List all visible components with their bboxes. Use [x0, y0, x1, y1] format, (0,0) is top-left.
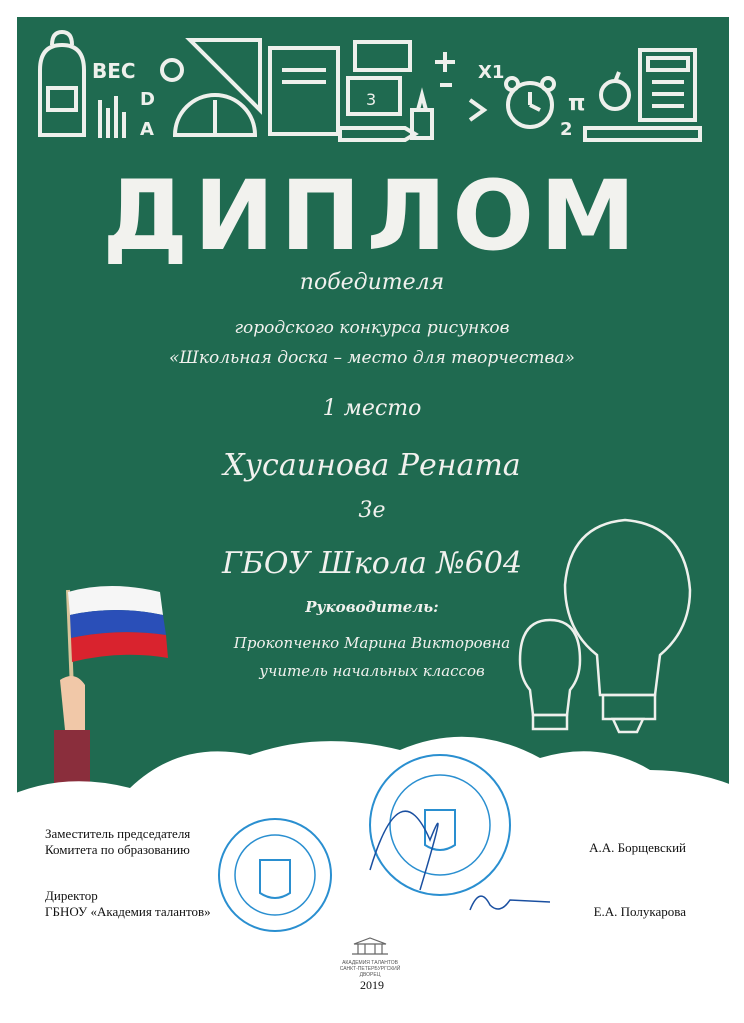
backpack-icon — [40, 32, 84, 135]
signatory-2-name: Е.А. Полукарова — [593, 904, 686, 919]
signatory-2-title — [45, 888, 211, 920]
student-name: Хусаинова Рената — [223, 448, 521, 483]
logo-line1: АКАДЕМИЯ ТАЛАНТОВ — [342, 960, 398, 966]
apple-icon — [601, 72, 629, 109]
svg-text:A: A — [140, 119, 154, 140]
academy-stamp-icon — [215, 815, 335, 935]
svg-text:D: D — [140, 89, 155, 110]
signatory-2-title-line1: Директор — [45, 888, 98, 903]
logo-line2: САНКТ-ПЕТЕРБУРГСКИЙ ДВОРЕЦ — [339, 966, 401, 978]
student-grade: 3е — [358, 498, 386, 523]
signatory-1-name: А.А. Борщевский — [589, 840, 686, 855]
signatory-1-title-line2: Комитета по образованию — [45, 842, 190, 857]
signatory-1-title — [45, 826, 190, 858]
letters-block-icon — [92, 59, 155, 140]
contest-name-line1: городского конкурса рисунков — [234, 318, 510, 338]
alarm-clock-icon — [506, 78, 554, 127]
glue-bottle-icon — [412, 95, 432, 138]
year: 2019 — [360, 978, 384, 992]
svg-text:3: 3 — [366, 90, 377, 109]
signature-icon — [460, 880, 560, 920]
svg-text:X1: X1 — [478, 62, 505, 83]
notebook-icon — [270, 48, 338, 134]
svg-text:ВЕС: ВЕС — [92, 59, 136, 83]
school-icons-border — [0, 0, 744, 150]
academy-logo — [330, 936, 410, 978]
protractor-icon — [175, 95, 255, 135]
leader-role: учитель начальных классов — [259, 662, 485, 680]
contest-name-line2: «Школьная доска – место для творчества» — [169, 348, 575, 368]
paper-sheet-icon — [355, 42, 410, 70]
award-place: 1 место — [322, 396, 422, 421]
triangle-ruler-icon — [162, 40, 260, 110]
committee-stamp-icon — [360, 750, 520, 900]
signatory-2-title-line2: ГБНОУ «Академия талантов» — [45, 904, 211, 919]
signatory-1-title-line1: Заместитель председателя — [45, 826, 191, 841]
academy-building-icon — [350, 936, 390, 956]
math-symbols-icon — [435, 52, 504, 120]
leader-name: Прокопченко Марина Викторовна — [233, 634, 511, 652]
diploma-title: ДИПЛОМ — [102, 160, 642, 272]
svg-text:π: π — [568, 91, 586, 116]
pi-symbol-icon — [560, 91, 585, 140]
book-icon — [348, 78, 400, 114]
school-name: ГБОУ Школа №604 — [221, 546, 523, 581]
pencil-icon — [340, 128, 415, 140]
diploma-subtitle: победителя — [299, 270, 445, 295]
leader-label: Руководитель: — [305, 598, 439, 616]
svg-text:2: 2 — [560, 119, 573, 140]
ruler-pencil-icon — [585, 128, 700, 140]
calculator-icon — [640, 50, 695, 120]
